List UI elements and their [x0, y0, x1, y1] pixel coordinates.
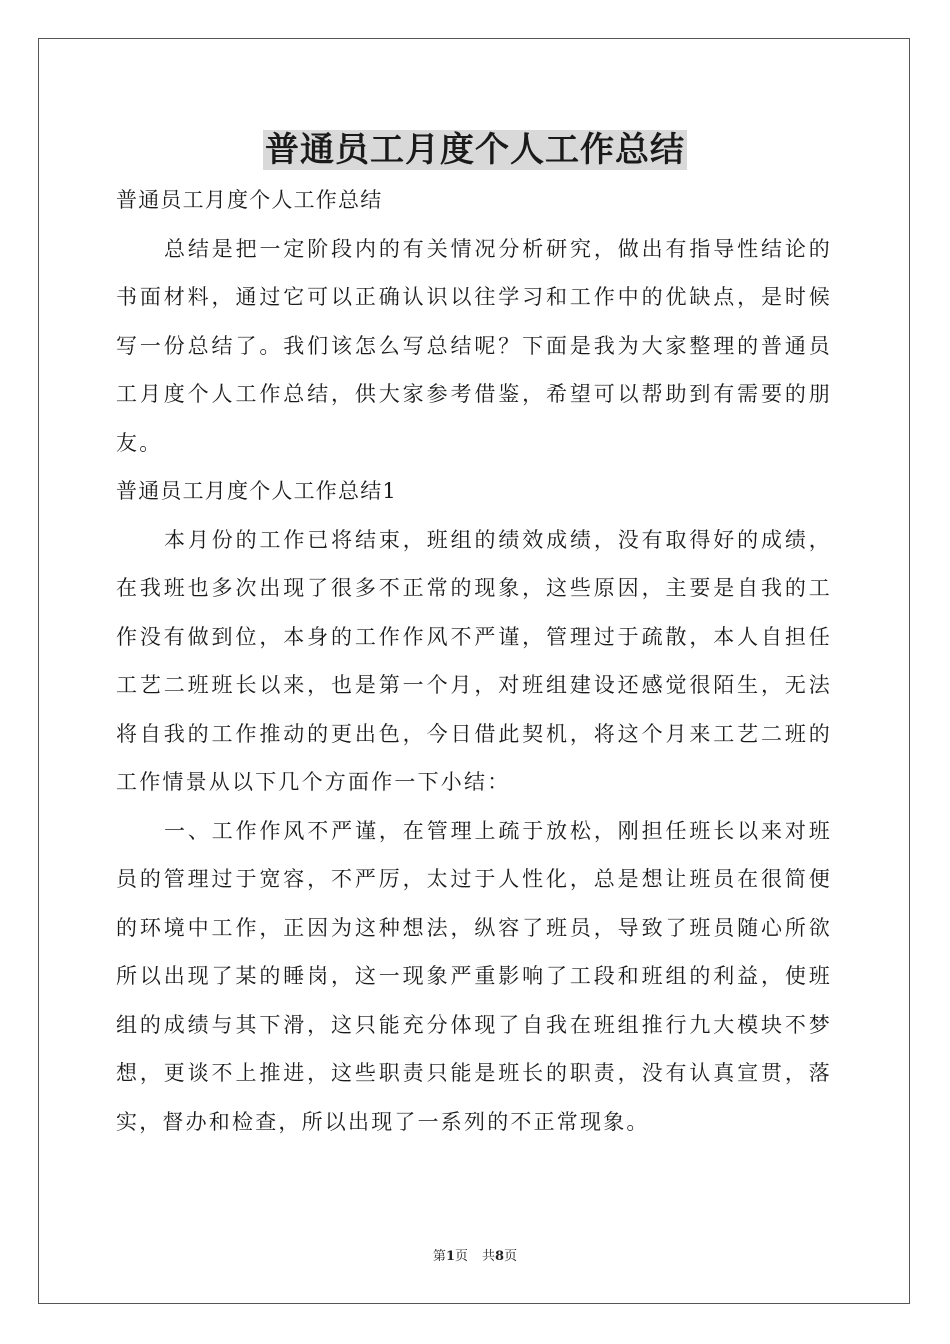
page-suffix: 页 [454, 1249, 468, 1264]
section-heading: 普通员工月度个人工作总结1 [116, 479, 397, 503]
page-prefix: 第 [432, 1249, 446, 1264]
document-body [116, 176, 832, 1146]
total-prefix: 共 [482, 1249, 496, 1264]
document-title-text: 普通员工月度个人工作总结 [265, 130, 685, 170]
intro-paragraph: 总结是把一定阶段内的有关情况分析研究，做出有指导性结论的书面材料，通过它可以正确认识以往学习和工作中的优缺点，是时候写一份总结了。我们该怎么写总结呢？下面是我为大家整理的普通员工月度个人工作总结，供大家参考借鉴，希望可以帮助到有需要的朋友。 [116, 236, 832, 455]
section-paragraph-2: 一、工作作风不严谨，在管理上疏于放松，刚担任班长以来对班员的管理过于宽容，不严厉，太过于人性化，总是想让班员在很简便的环境中工作，正因为这种想法，纵容了班员，导致了班员随心所欲所以出现了某的睡岗，这一现象严重影响了工段和班组的利益，使班组的成绩与其下滑，这只能充分体现了自我在班组推行九大模块不梦想，更谈不上推进，这些职责只能是班长的职责，没有认真宣贯，落实，督办和检查，所以出现了一系列的不正常现象。 [116, 818, 832, 1134]
total-pages: 8 [495, 1249, 505, 1264]
section-paragraph-1: 本月份的工作已将结束，班组的绩效成绩，没有取得好的成绩，在我班也多次出现了很多不正常的现象，这些原因，主要是自我的工作没有做到位，本身的工作作风不严谨，管理过于疏散，本人自担任工艺二班班长以来，也是第一个月，对班组建设还感觉很陌生，无法将自我的工作推动的更出色，今日借此契机，将这个月来工艺二班的工作情景从以下几个方面作一下小结： [116, 527, 832, 794]
document-subtitle: 普通员工月度个人工作总结 [116, 188, 383, 212]
document-title [0, 126, 950, 174]
total-suffix: 页 [504, 1249, 518, 1264]
page-number: 1 [445, 1249, 455, 1264]
page-footer [0, 1248, 950, 1266]
